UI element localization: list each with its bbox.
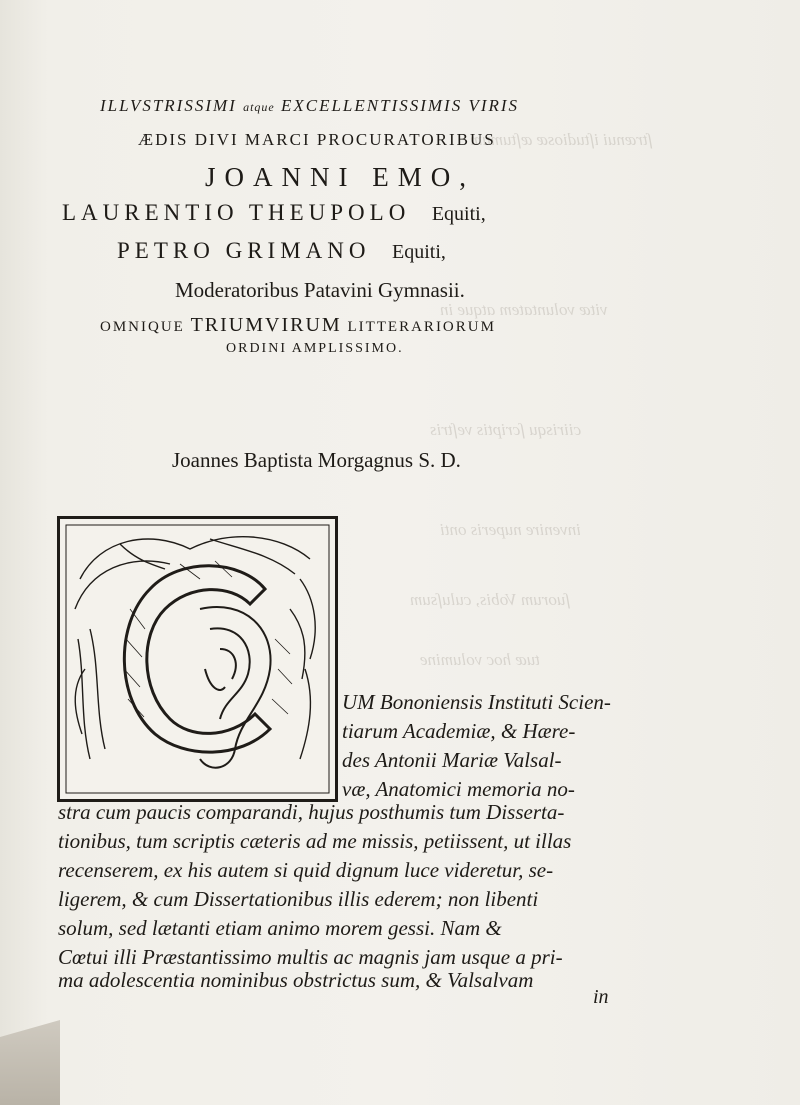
page-edge xyxy=(0,1020,60,1105)
show-through-text: ſtrænui iſtudiosæ æſtumum xyxy=(470,130,653,149)
dedication-text: OMNIQUE xyxy=(100,319,185,335)
show-through-text: ſuorum Vobis, culuſsum xyxy=(410,590,571,609)
dedication-line-3: JOANNI EMO, xyxy=(205,162,475,192)
show-through-text: ciirisqu ſcriptis veſtris xyxy=(430,420,582,439)
dedication-text: ILLVSTRISSIMI xyxy=(100,96,237,115)
author-line: Joannes Baptista Morgagnus S. D. xyxy=(172,448,461,472)
dedication-name: LAURENTIO THEUPOLO xyxy=(62,200,411,225)
body-line: Cœtui illi Præstantissimo multis ac magnis jam usque a pri- xyxy=(58,945,563,969)
ear-woodcut-illustration xyxy=(60,519,335,799)
catchword: in xyxy=(593,986,609,1008)
dedication-line-7 xyxy=(100,314,496,337)
dedication-line-5 xyxy=(117,238,446,264)
body-line: tiarum Academiæ, & Hære- xyxy=(342,719,576,743)
dedication-line-4 xyxy=(62,200,486,226)
dedication-text: EXCELLENTISSIMIS VIRIS xyxy=(280,96,520,115)
dedication-text: TRIUMVIRUM xyxy=(190,314,342,336)
body-line: ma adolescentia nominibus obstrictus sum, & Valsalvam xyxy=(58,968,534,992)
decorated-initial xyxy=(57,516,338,802)
body-line: ligerem, & cum Dissertationibus illis ederem; non libenti xyxy=(58,887,539,911)
dedication-line-2: ÆDIS DIVI MARCI PROCURATORIBUS xyxy=(138,130,496,149)
body-line: solum, sed lætanti etiam animo morem gessi. Nam & xyxy=(58,916,502,940)
body-line: recenserem, ex his autem si quid dignum luce videretur, se- xyxy=(58,858,554,882)
show-through-text: vitæ voluntatem atque in xyxy=(440,300,608,319)
show-through-text: tuæ hoc volumine xyxy=(420,650,540,669)
dedication-line-1 xyxy=(100,96,519,116)
body-line: tionibus, tum scriptis cæteris ad me missis, petiissent, ut illas xyxy=(58,829,572,853)
dedication-title: Equiti, xyxy=(431,203,486,225)
dedication-text: atque xyxy=(243,100,275,114)
body-line: stra cum paucis comparandi, hujus posthumis tum Disserta- xyxy=(58,800,565,824)
body-line: væ, Anatomici memoria no- xyxy=(342,777,575,801)
dedication-name: PETRO GRIMANO xyxy=(117,238,371,263)
body-line: UM Bononiensis Instituti Scien- xyxy=(342,690,611,714)
body-line: des Antonii Mariæ Valsal- xyxy=(342,748,562,772)
dedication-line-6: Moderatoribus Patavini Gymnasii. xyxy=(175,278,465,302)
dedication-line-8: ORDINI AMPLISSIMO. xyxy=(226,341,404,356)
dedication-text: LITTERARIORUM xyxy=(347,319,496,335)
show-through-text: invenire nuperis onti xyxy=(440,520,582,539)
dedication-title: Equiti, xyxy=(391,241,446,263)
